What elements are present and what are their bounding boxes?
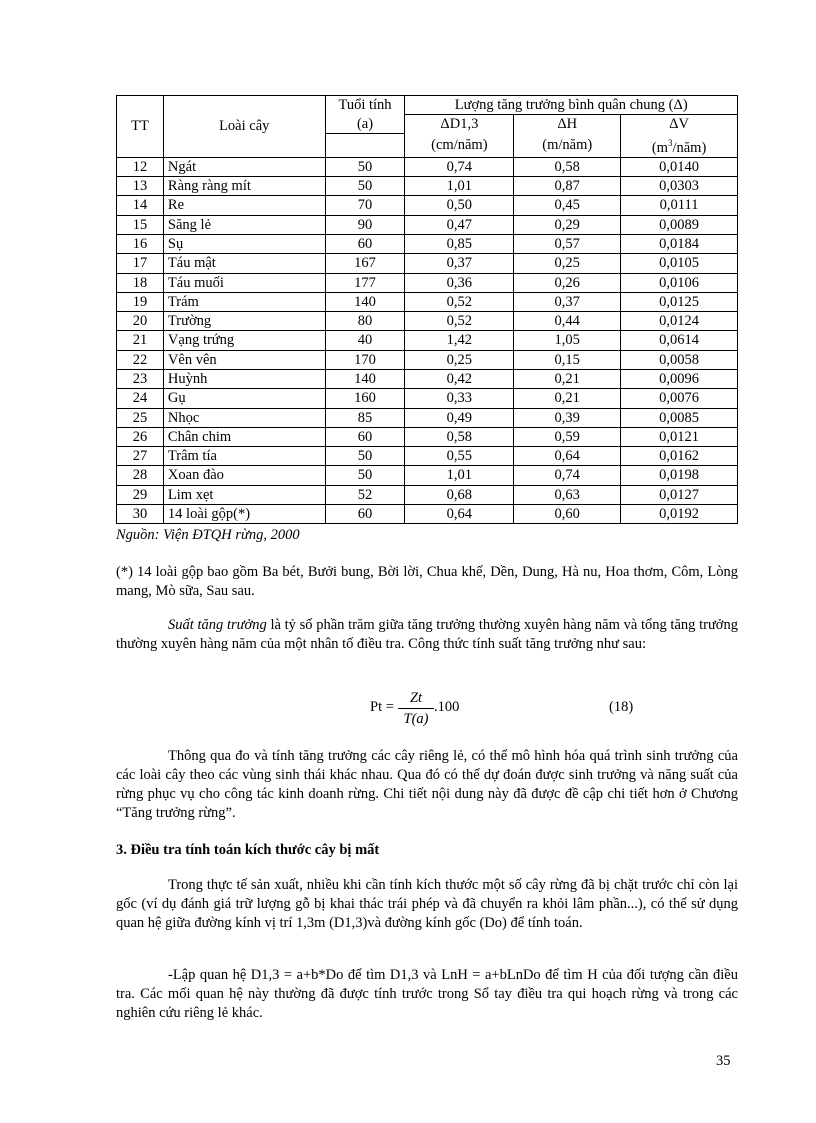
cell-age: 50 (325, 466, 405, 485)
table-row (117, 408, 738, 427)
header-age-line1: Tuổi tính (338, 97, 392, 114)
cell-d13: 0,37 (405, 254, 514, 273)
header-v: ΔV (621, 115, 738, 134)
header-increment-group: Lượng tăng trưởng bình quân chung (Δ) (405, 96, 738, 115)
table-row (117, 389, 738, 408)
paragraph-growth-rate (116, 616, 738, 654)
header-age (325, 96, 405, 134)
cell-h: 0,64 (514, 447, 621, 466)
cell-tt: 30 (117, 505, 164, 524)
paragraph-growth-rate-text: là tỷ số phần trăm giữa tăng trưởng thường xuyên hàng năm và tổng tăng trưởng thường xuyên hàng năm của một nhân tố điều tra. Công thức tính suất tăng trưởng như sau: (116, 617, 738, 652)
paragraph-relationship: -Lập quan hệ D1,3 = a+b*Do để tìm D1,3 và LnH = a+bLnDo để tìm H của đối tượng cần điều tra. Các mối quan hệ này thường đã được tính trước trong Sổ tay điều tra qui hoạch rừng và trong các nghiên cứu riêng lẻ khác. (116, 967, 738, 1021)
header-h-unit: (m/năm) (514, 134, 621, 158)
cell-d13: 0,50 (405, 196, 514, 215)
cell-v: 0,0192 (621, 505, 738, 524)
cell-age: 50 (325, 447, 405, 466)
table-row (117, 273, 738, 292)
cell-tt: 18 (117, 273, 164, 292)
cell-v: 0,0076 (621, 389, 738, 408)
table-row (117, 254, 738, 273)
table-row (117, 312, 738, 331)
cell-species: Lim xẹt (163, 485, 325, 504)
cell-tt: 17 (117, 254, 164, 273)
cell-v: 0,0058 (621, 350, 738, 369)
table-row (117, 505, 738, 524)
cell-age: 60 (325, 505, 405, 524)
cell-h: 0,59 (514, 427, 621, 446)
cell-v: 0,0096 (621, 369, 738, 388)
cell-tt: 25 (117, 408, 164, 427)
header-v-unit (621, 134, 738, 158)
cell-v: 0,0105 (621, 254, 738, 273)
cell-h: 1,05 (514, 331, 621, 350)
cell-age: 140 (325, 292, 405, 311)
formula-denominator: T(a) (403, 711, 429, 727)
paragraph-lost-tree-size: Trong thực tế sản xuất, nhiều khi cần tính kích thước một số cây rừng đã bị chặt trước chỉ còn lại gốc (ví dụ đánh giá trữ lượng gỗ bị khai thác trái phép và đã chuyển ra khỏi lâm phần...), có thể sử dụng quan hệ giữa đường kính vị trí 1,3m (D1,3)và đường kính gốc (Do) để tính toán. (116, 877, 738, 931)
cell-tt: 29 (117, 485, 164, 504)
growth-increment-table (116, 95, 738, 524)
cell-v: 0,0121 (621, 427, 738, 446)
table-row (117, 427, 738, 446)
page-number: 35 (716, 1053, 731, 1069)
table-body (117, 157, 738, 524)
table-row (117, 157, 738, 176)
cell-age: 52 (325, 485, 405, 504)
cell-v: 0,0127 (621, 485, 738, 504)
cell-v: 0,0198 (621, 466, 738, 485)
cell-species: 14 loài gộp(*) (163, 505, 325, 524)
cell-tt: 28 (117, 466, 164, 485)
cell-v: 0,0124 (621, 312, 738, 331)
cell-h: 0,58 (514, 157, 621, 176)
cell-d13: 0,52 (405, 312, 514, 331)
cell-d13: 0,64 (405, 505, 514, 524)
footnote: (*) 14 loài gộp bao gồm Ba bét, Bưởi bung, Bời lời, Chua khế, Dền, Dung, Hà nu, Hoa thơm, Côm, Lòng mang, Mò sữa, Sau sau. (116, 564, 738, 599)
cell-d13: 1,01 (405, 177, 514, 196)
table-row (117, 350, 738, 369)
cell-d13: 0,25 (405, 350, 514, 369)
cell-age: 160 (325, 389, 405, 408)
cell-species: Vên vên (163, 350, 325, 369)
cell-d13: 1,01 (405, 466, 514, 485)
cell-species: Ngát (163, 157, 325, 176)
cell-tt: 14 (117, 196, 164, 215)
cell-v: 0,0162 (621, 447, 738, 466)
cell-tt: 21 (117, 331, 164, 350)
section-heading-3: 3. Điều tra tính toán kích thước cây bị mất (116, 842, 380, 858)
cell-h: 0,15 (514, 350, 621, 369)
paragraph-modeling: Thông qua đo và tính tăng trưởng các cây riêng lẻ, có thể mô hình hóa quá trình sinh trưởng của các loài cây theo các vùng sinh thái khác nhau. Qua đó có thể dự đoán được sinh trưởng và năng suất của rừng phục vụ cho công tác kinh doanh rừng. Chi tiết nội dung này đã được đề cập chi tiết hơn ở Chương “Tăng trưởng rừng”. (116, 748, 738, 821)
cell-tt: 24 (117, 389, 164, 408)
cell-h: 0,37 (514, 292, 621, 311)
header-age-line2: (a) (356, 115, 374, 132)
cell-age: 80 (325, 312, 405, 331)
cell-h: 0,74 (514, 466, 621, 485)
cell-age: 50 (325, 177, 405, 196)
cell-age: 60 (325, 234, 405, 253)
cell-d13: 0,74 (405, 157, 514, 176)
cell-h: 0,29 (514, 215, 621, 234)
cell-species: Nhọc (163, 408, 325, 427)
cell-tt: 22 (117, 350, 164, 369)
table-row (117, 196, 738, 215)
cell-d13: 0,36 (405, 273, 514, 292)
cell-age: 85 (325, 408, 405, 427)
cell-species: Trường (163, 312, 325, 331)
cell-d13: 1,42 (405, 331, 514, 350)
cell-species: Gụ (163, 389, 325, 408)
cell-h: 0,63 (514, 485, 621, 504)
cell-h: 0,21 (514, 389, 621, 408)
cell-age: 140 (325, 369, 405, 388)
header-v-unit-sup: 3 (667, 137, 673, 148)
cell-v: 0,0303 (621, 177, 738, 196)
cell-h: 0,25 (514, 254, 621, 273)
cell-d13: 0,55 (405, 447, 514, 466)
term-growth-rate: Suất tăng trưởng (168, 617, 267, 633)
cell-v: 0,0106 (621, 273, 738, 292)
cell-v: 0,0089 (621, 215, 738, 234)
cell-species: Trâm tía (163, 447, 325, 466)
cell-d13: 0,33 (405, 389, 514, 408)
cell-species: Xoan đào (163, 466, 325, 485)
table-row (117, 177, 738, 196)
cell-species: Táu mật (163, 254, 325, 273)
cell-tt: 23 (117, 369, 164, 388)
cell-age: 177 (325, 273, 405, 292)
cell-species: Trám (163, 292, 325, 311)
cell-h: 0,39 (514, 408, 621, 427)
cell-tt: 12 (117, 157, 164, 176)
cell-species: Ràng ràng mít (163, 177, 325, 196)
header-d13-unit: (cm/năm) (405, 134, 514, 158)
cell-tt: 16 (117, 234, 164, 253)
cell-species: Táu muối (163, 273, 325, 292)
table-row (117, 466, 738, 485)
formula-number: (18) (609, 699, 634, 715)
cell-d13: 0,47 (405, 215, 514, 234)
cell-tt: 20 (117, 312, 164, 331)
formula-fraction (398, 688, 434, 729)
cell-h: 0,45 (514, 196, 621, 215)
cell-tt: 15 (117, 215, 164, 234)
formula-18 (0, 688, 816, 734)
cell-age: 90 (325, 215, 405, 234)
cell-h: 0,21 (514, 369, 621, 388)
header-v-unit-post: /năm) (672, 139, 707, 156)
cell-age: 70 (325, 196, 405, 215)
cell-tt: 26 (117, 427, 164, 446)
cell-age: 60 (325, 427, 405, 446)
cell-h: 0,87 (514, 177, 621, 196)
cell-d13: 0,49 (405, 408, 514, 427)
cell-species: Săng lẻ (163, 215, 325, 234)
cell-h: 0,60 (514, 505, 621, 524)
cell-tt: 27 (117, 447, 164, 466)
cell-d13: 0,68 (405, 485, 514, 504)
cell-d13: 0,85 (405, 234, 514, 253)
cell-v: 0,0085 (621, 408, 738, 427)
formula-rhs: .100 (434, 699, 460, 715)
cell-v: 0,0125 (621, 292, 738, 311)
formula-lhs: Pt = (370, 699, 394, 715)
cell-v: 0,0184 (621, 234, 738, 253)
header-species: Loài cây (163, 96, 325, 158)
cell-species: Vạng trứng (163, 331, 325, 350)
cell-species: Re (163, 196, 325, 215)
cell-v: 0,0111 (621, 196, 738, 215)
table-row (117, 369, 738, 388)
cell-h: 0,26 (514, 273, 621, 292)
cell-d13: 0,52 (405, 292, 514, 311)
cell-h: 0,57 (514, 234, 621, 253)
header-v-unit-pre: (m (651, 139, 668, 156)
header-h: ΔH (514, 115, 621, 134)
cell-species: Sụ (163, 234, 325, 253)
cell-age: 40 (325, 331, 405, 350)
cell-v: 0,0140 (621, 157, 738, 176)
table-row (117, 485, 738, 504)
cell-h: 0,44 (514, 312, 621, 331)
cell-d13: 0,42 (405, 369, 514, 388)
cell-age: 170 (325, 350, 405, 369)
formula-numerator: Zt (409, 690, 423, 706)
table-row (117, 331, 738, 350)
cell-age: 50 (325, 157, 405, 176)
cell-species: Chân chim (163, 427, 325, 446)
header-tt: TT (117, 96, 164, 158)
table-row (117, 447, 738, 466)
cell-species: Huỳnh (163, 369, 325, 388)
table-row (117, 292, 738, 311)
cell-tt: 19 (117, 292, 164, 311)
header-age-blank (325, 134, 405, 158)
cell-tt: 13 (117, 177, 164, 196)
table-row (117, 215, 738, 234)
table-source: Nguồn: Viện ĐTQH rừng, 2000 (116, 527, 300, 543)
cell-age: 167 (325, 254, 405, 273)
table-row (117, 234, 738, 253)
header-d13: ΔD1,3 (405, 115, 514, 134)
cell-v: 0,0614 (621, 331, 738, 350)
cell-d13: 0,58 (405, 427, 514, 446)
